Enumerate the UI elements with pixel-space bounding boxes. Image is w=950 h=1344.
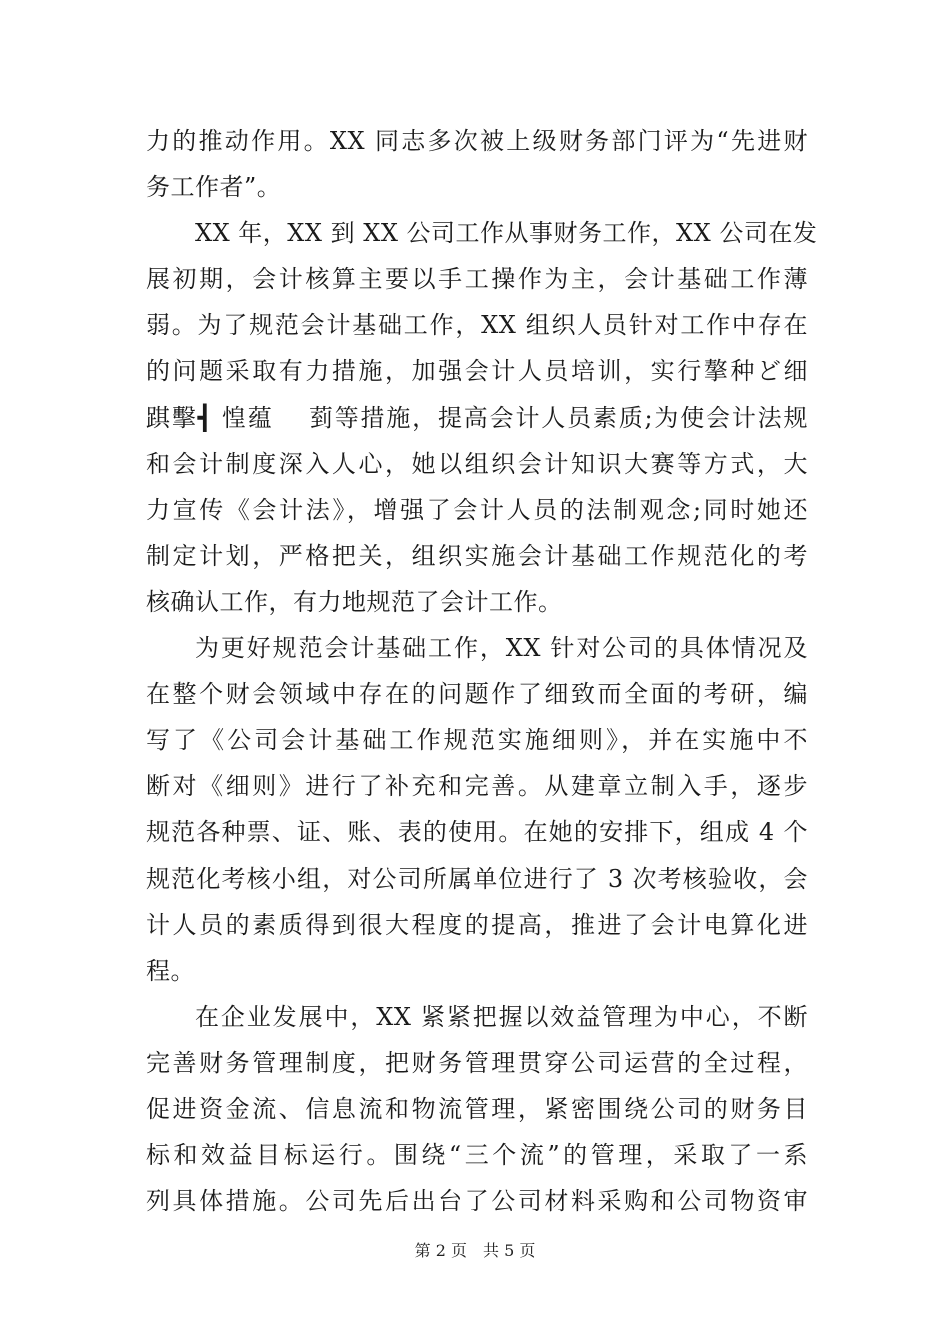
text-line: 规范各种票、证、账、表的使用。在她的安排下，组成 4 个: [146, 818, 808, 847]
text-line: 的问题采取有力措施，加强会计人员培训，实行摮种ど细: [146, 357, 808, 386]
text-line: 规范化考核小组，对公司所属单位进行了 3 次考核验收，会: [146, 864, 808, 893]
text-line: 务工作者”。: [146, 173, 282, 202]
text-line: 踑擊┫ 惶蕴 菿等措施，提高会计人员素质;为使会计法规: [146, 403, 808, 432]
text-line: 为更好规范会计基础工作，XX 针对公司的具体情况及: [195, 634, 808, 663]
text-line: 在整个财会领域中存在的问题作了细致而全面的考研，编: [146, 680, 808, 709]
text-line: 列具体措施。公司先后出台了公司材料采购和公司物资审: [146, 1187, 808, 1216]
text-line: 力宣传《会计法》，增强了会计人员的法制观念;同时她还: [146, 495, 808, 524]
text-line: XX 年，XX 到 XX 公司工作从事财务工作，XX 公司在发: [195, 219, 818, 248]
text-line: 计人员的素质得到很大程度的提高，推进了会计电算化进: [146, 910, 808, 939]
text-line: 制定计划，严格把关，组织实施会计基础工作规范化的考: [146, 541, 808, 570]
text-line: 完善财务管理制度，把财务管理贯穿公司运营的全过程，: [146, 1048, 808, 1077]
text-line: 核确认工作，有力地规范了会计工作。: [146, 587, 563, 616]
body-text: [146, 118, 818, 1224]
text-line: 在企业发展中，XX 紧紧把握以效益管理为中心，不断: [195, 1002, 808, 1031]
text-line: 促进资金流、信息流和物流管理，紧密围绕公司的财务目: [146, 1094, 808, 1123]
text-line: 标和效益目标运行。围绕“三个流”的管理，采取了一系: [146, 1141, 808, 1170]
text-line: 展初期，会计核算主要以手工操作为主，会计基础工作薄: [146, 265, 808, 294]
page-footer: 第 2 页 共 5 页: [414, 1241, 536, 1260]
text-line: 弱。为了规范会计基础工作，XX 组织人员针对工作中存在: [146, 311, 808, 340]
text-line: 写了《公司会计基础工作规范实施细则》，并在实施中不: [146, 726, 808, 755]
text-line: 力的推动作用。XX 同志多次被上级财务部门评为“先进财: [146, 127, 808, 155]
text-line: 和会计制度深入人心，她以组织会计知识大赛等方式，大: [146, 449, 808, 478]
text-line: 断对《细则》进行了补充和完善。从建章立制入手，逐步: [146, 772, 808, 801]
text-line: 程。: [146, 956, 195, 985]
